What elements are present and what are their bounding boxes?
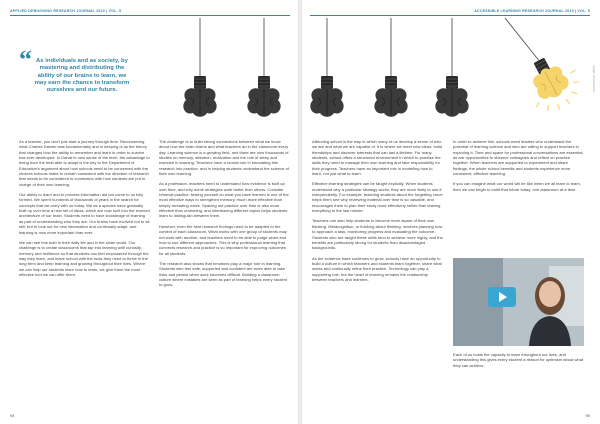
video-player[interactable] [453,258,584,346]
body-column-4 [453,139,584,197]
pull-quote: As individuals and as society, by mastering and distributing the ability of our brains to learn, we may earn the chance to transform ourselves and our future. [34,58,130,94]
paragraph: In order to achieve this, schools need leaders who understand the potential of learning science and who are willing to support teachers in exploring it. Time and space for professional conversations are essential, as are opportunities to observe colleagues and reflect on practice together. When teachers are supported to experiment and share findings, the whole school benefits and students experience more consistent, effective teaching. [453,139,584,177]
paragraph: However, even the best research findings need to be adapted to the context of each classroom. What works with one group of students may not work with another, and teachers need to be able to judge when and how to use different approaches. This is why professional learning that connects research and practice is so important for improving outcomes for all students. [159,223,287,256]
paragraph: If you can imagine what our world will be like when we all learn to learn, then we can begin to build that future today, one classroom at a time. [453,181,581,192]
paragraph: The research also shows that emotions play a major role in learning. Students who feel safe, supported and confident are more able to take risks and persist when work becomes difficult. Building a classroom culture where mistakes are seen as part of learning helps every student to grow. [159,260,287,288]
paragraph: Teachers can also help students to become more aware of their own thinking. Metacognition, or thinking about thinking, involves planning how to approach a task, monitoring progress and evaluating the outcome. Students who are taught these skills tend to achieve more highly, and the benefits are particularly strong for students from disadvantaged backgrounds. [312,218,443,251]
body-column-3 [312,139,443,287]
paragraph: The challenge is to build strong connections between what we know about how the brain learns and what teachers do in the classroom every day. Learning science is a growing field, and there are now thousands of studies on memory, attention, motivation and the role of sleep and exercise in learning. Teachers have a crucial role in translating this research into practice, and in helping students understand the science of their own learning. [159,139,290,177]
body-column-1 [19,139,150,282]
image-credit: Image: Shutterstock [592,65,596,92]
running-head-right: ACCESSIBLE LEARNING RESEARCH JOURNAL 2019 | VOL. 5 [474,9,590,13]
page-number-left: 94 [10,413,15,418]
right-page [300,0,600,424]
paragraph: We can see this both in their daily life and in the wider world. Our challenge is to create classrooms that tap into learning with curiosity, memory and resilience so that students can feel empowered through the way they learn, and leave school with the tools they need to thrive in the long term and keep learning and growing throughout their lives. Where we can help our students learn how to learn, we give them the most effective tool we can offer them. [19,239,149,277]
play-icon[interactable] [488,287,516,307]
spread-gutter [298,0,302,424]
paragraph: As the evidence base continues to grow, schools have an opportunity to build a culture in which teachers and students learn together, share what works and continually refine their practice. Technology can play a supporting role, but the heart of learning remains the relationship between teachers and learners. [312,255,442,282]
video-thumbnail [453,258,584,346]
header-rule-left [10,15,290,16]
paragraph: As a teacher, you don't just start a journey through time. Reconceiving what Charles Darwin was fundamentally and in keeping is as the theory that changes how the ability to remember and learn in order to survive has ever developed. In Darwin's own sense of the term, the advantage to being born the best able to adapt is the key to the Department of Education's argument about how schools need to be concerned with the choices schools make to remain consistent with the direction of research that needs to be considered in connection with how students are put in charge of their own learning. [19,139,150,187]
quote-mark-icon: “ [19,45,32,74]
paragraph: Our ability to learn and to process information did not come to us fully formed. We spent hundreds of thousands of years in the search for concepts that we carry with us today. We as a species have gradually built up over time a new set of ideas, which are now built into the evolved architecture of our brain. Students need to have knowledge of learning as part of understanding who they are. Our brains have evolved not to sit still, but to look out for new information and continually adapt, and learning is now more important than ever. [19,192,150,235]
body-column-4-continued [453,352,584,373]
paragraph: Effective learning strategies can be taught explicitly. When students understand why a particular strategy works, they are more likely to use it independently. For example, teaching students about the forgetting curve helps them see why reviewing material over time is so valuable, and encourages them to plan their study more effectively rather than leaving everything to the last minute. [312,181,443,214]
paragraph: Attending school is the way in which many of us develop a sense of who we are and what we are capable of. It is where we meet new ideas, build friendships and discover interests that can last a lifetime. For many students, school offers a structured environment in which to practise the skills they need to manage their own learning and take responsibility for their progress. Teachers have an important role in modelling how to learn, not just what to learn. [312,139,443,177]
paragraph: As a profession, teachers need to understand how evidence is built up over time, and why some strategies work better than others. Consider retrieval practice: testing yourself on what you have learned is one of the most effective ways to strengthen memory, much more effective than simply rereading notes. Spacing out practice over time is also more effective than cramming, and interleaving different topics helps students learn to distinguish between them. [159,181,289,219]
running-head-left: APPLIED DEBUGGING RESEARCH JOURNAL 2019 | VOL. 5 [10,9,122,13]
paragraph: Each of us holds the capacity to learn throughout our lives, and understanding this gives every student a reason for optimism about what they can achieve. [453,352,584,368]
page-number-right: 95 [585,413,590,418]
body-column-2 [159,139,290,293]
header-rule-right [310,15,590,16]
